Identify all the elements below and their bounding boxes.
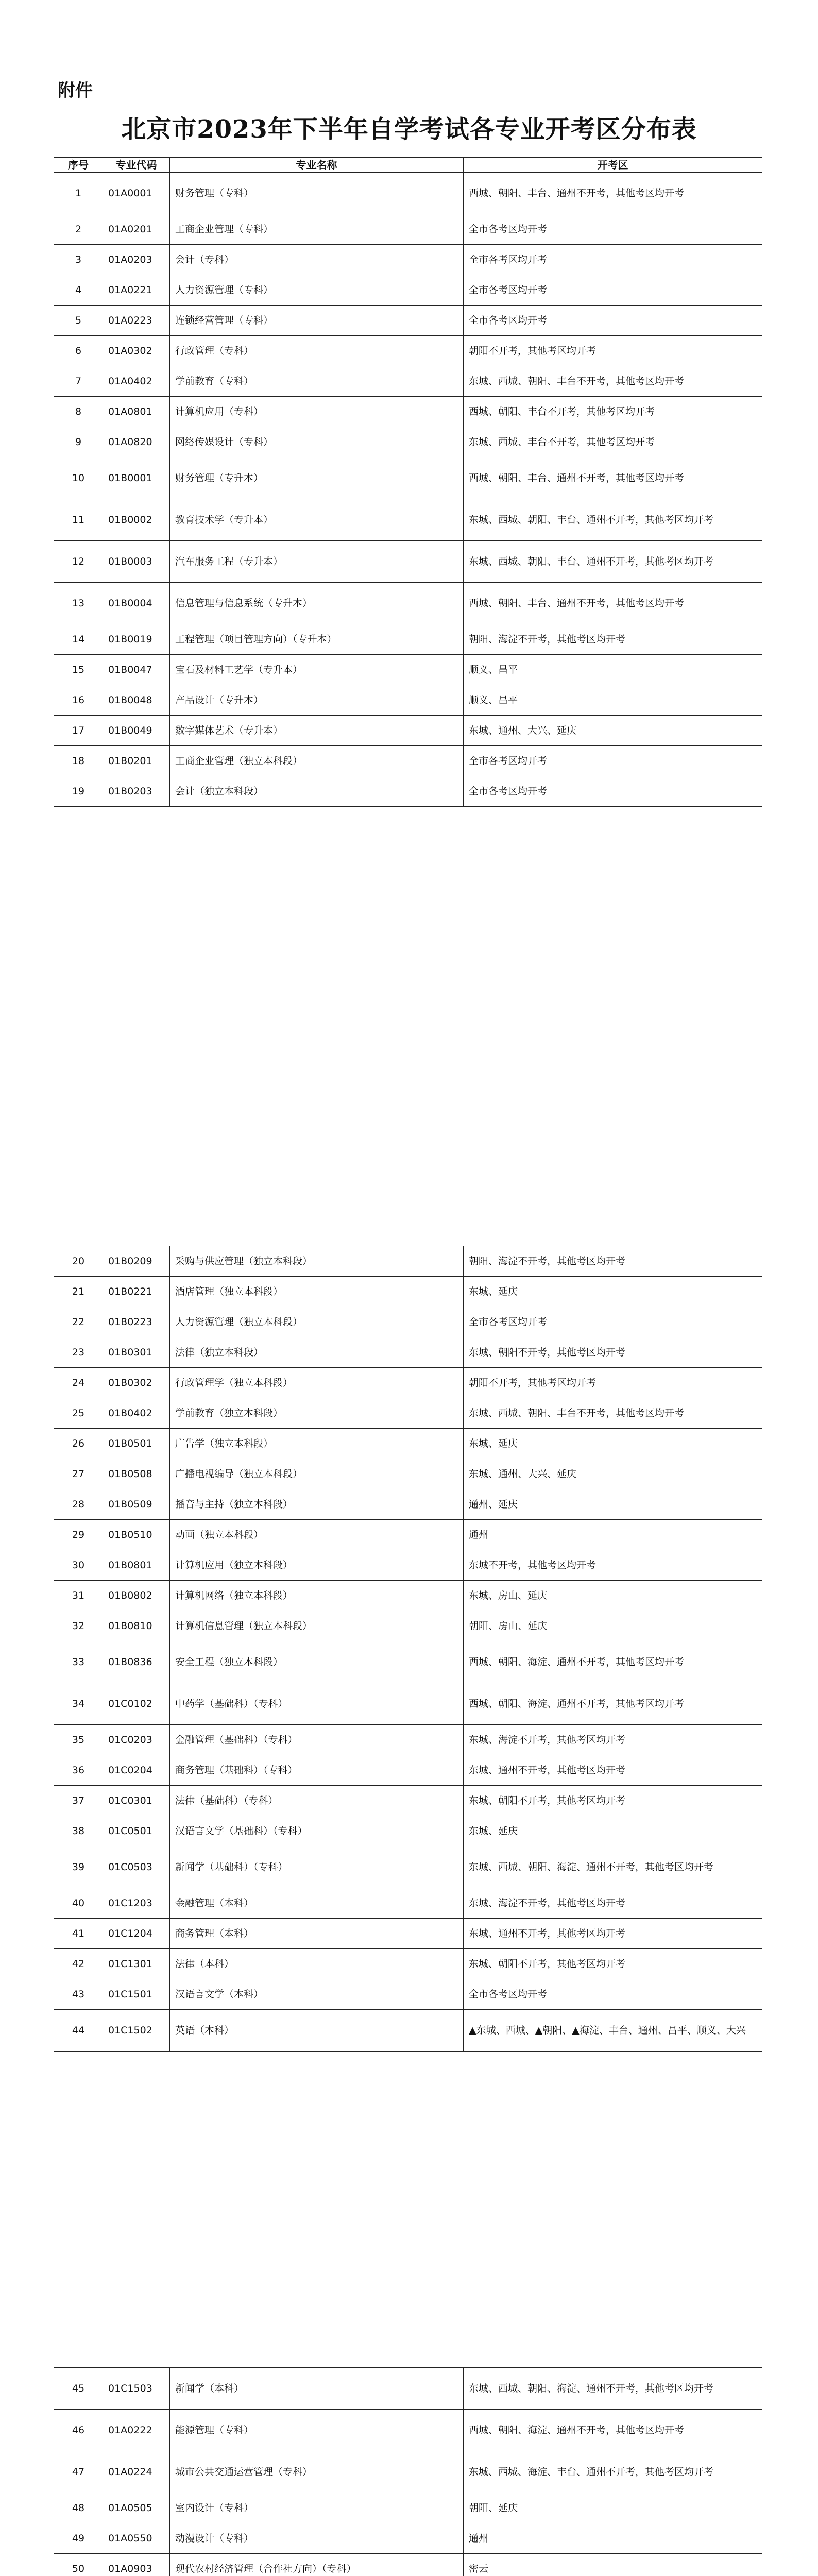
row-major-code: 01B0801 [103,1550,170,1581]
row-major-code: 01A0820 [103,427,170,457]
row-exam-area: 东城、西城、海淀、丰台、通州不开考，其他考区均开考 [464,2451,762,2493]
table-row [54,1277,762,1307]
row-major-code: 01B0019 [103,624,170,655]
row-major-name: 法律（基础科）（专科） [170,1786,464,1816]
table-row [54,366,762,397]
table-row [54,541,762,583]
row-exam-area: 东城、西城、丰台不开考，其他考区均开考 [464,427,762,457]
row-exam-area: 东城、通州、大兴、延庆 [464,1459,762,1489]
row-major-code: 01B0836 [103,1641,170,1683]
row-exam-area: 顺义、昌平 [464,685,762,716]
row-serial-number: 15 [54,655,103,685]
row-major-code: 01C0503 [103,1846,170,1888]
row-serial-number: 16 [54,685,103,716]
table-row [54,1337,762,1368]
row-major-name: 会计（专科） [170,245,464,275]
table-row [54,1368,762,1398]
row-serial-number: 48 [54,2493,103,2523]
table-row [54,1246,762,1277]
row-major-code: 01C1204 [103,1919,170,1949]
table-row [54,427,762,457]
row-serial-number: 19 [54,776,103,807]
row-serial-number: 24 [54,1368,103,1398]
table-row [54,397,762,427]
row-major-code: 01B0510 [103,1520,170,1550]
row-major-code: 01C1203 [103,1888,170,1919]
row-exam-area: 东城、通州不开考，其他考区均开考 [464,1919,762,1949]
row-exam-area: 通州、延庆 [464,1489,762,1520]
row-exam-area: 东城、西城、朝阳、丰台、通州不开考，其他考区均开考 [464,499,762,541]
table-row [54,1398,762,1429]
row-major-code: 01B0201 [103,746,170,776]
row-serial-number: 12 [54,541,103,583]
row-serial-number: 23 [54,1337,103,1368]
row-exam-area: 东城、延庆 [464,1429,762,1459]
row-exam-area: 全市各考区均开考 [464,214,762,245]
row-major-code: 01B0049 [103,716,170,746]
row-exam-area: 东城、延庆 [464,1277,762,1307]
row-serial-number: 3 [54,245,103,275]
row-major-name: 工商企业管理（独立本科段） [170,746,464,776]
row-exam-area: 通州 [464,1520,762,1550]
row-major-code: 01A0302 [103,336,170,366]
table-row [54,275,762,306]
row-exam-area: 顺义、昌平 [464,655,762,685]
row-exam-area: 西城、朝阳、丰台、通州不开考，其他考区均开考 [464,583,762,624]
row-major-code: 01C0501 [103,1816,170,1846]
exam-area-table-part-1 [54,157,762,807]
row-major-code: 01B0203 [103,776,170,807]
row-exam-area: 全市各考区均开考 [464,746,762,776]
row-exam-area: 东城、通州、大兴、延庆 [464,716,762,746]
row-serial-number: 9 [54,427,103,457]
row-major-code: 01C1503 [103,2368,170,2410]
table-row [54,1581,762,1611]
table-row [54,245,762,275]
row-exam-area: 东城、朝阳不开考，其他考区均开考 [464,1337,762,1368]
row-major-name: 教育技术学（专升本） [170,499,464,541]
row-major-name: 连锁经营管理（专科） [170,306,464,336]
table-row [54,499,762,541]
row-major-name: 播音与主持（独立本科段） [170,1489,464,1520]
row-exam-area: 东城、西城、朝阳、海淀、通州不开考，其他考区均开考 [464,2368,762,2410]
table-row [54,1459,762,1489]
row-exam-area: 东城、朝阳不开考，其他考区均开考 [464,1786,762,1816]
row-major-name: 城市公共交通运营管理（专科） [170,2451,464,2493]
table-row [54,2410,762,2451]
row-serial-number: 14 [54,624,103,655]
row-major-code: 01A0505 [103,2493,170,2523]
row-major-name: 商务管理（基础科）（专科） [170,1755,464,1786]
row-serial-number: 27 [54,1459,103,1489]
row-exam-area: 西城、朝阳、丰台不开考，其他考区均开考 [464,397,762,427]
row-serial-number: 35 [54,1725,103,1755]
row-serial-number: 33 [54,1641,103,1683]
exam-area-table-part-3 [54,2367,762,2576]
row-major-code: 01B0509 [103,1489,170,1520]
table-row [54,1307,762,1337]
table-row [54,1786,762,1816]
row-major-name: 动画（独立本科段） [170,1520,464,1550]
row-exam-area: 密云 [464,2554,762,2576]
table-row [54,173,762,214]
row-exam-area: 东城、海淀不开考，其他考区均开考 [464,1725,762,1755]
row-serial-number: 50 [54,2554,103,2576]
row-exam-area: 东城、西城、朝阳、丰台不开考，其他考区均开考 [464,1398,762,1429]
row-exam-area: 东城、西城、朝阳、丰台、通州不开考，其他考区均开考 [464,541,762,583]
row-serial-number: 38 [54,1816,103,1846]
table-row [54,1979,762,2010]
row-exam-area: 西城、朝阳、海淀、通州不开考，其他考区均开考 [464,1641,762,1683]
table-row [54,1846,762,1888]
row-major-code: 01B0810 [103,1611,170,1641]
row-major-name: 信息管理与信息系统（专升本） [170,583,464,624]
table-row [54,2523,762,2554]
table-row [54,624,762,655]
row-exam-area: 全市各考区均开考 [464,1307,762,1337]
row-serial-number: 8 [54,397,103,427]
row-exam-area: 全市各考区均开考 [464,776,762,807]
table-row [54,1919,762,1949]
row-serial-number: 28 [54,1489,103,1520]
table-row [54,583,762,624]
row-serial-number: 47 [54,2451,103,2493]
row-serial-number: 34 [54,1683,103,1725]
row-major-code: 01B0302 [103,1368,170,1398]
row-serial-number: 22 [54,1307,103,1337]
row-major-name: 宝石及材料工艺学（专升本） [170,655,464,685]
row-exam-area: 朝阳不开考，其他考区均开考 [464,1368,762,1398]
row-major-code: 01B0001 [103,457,170,499]
table-row [54,2451,762,2493]
table-row [54,1641,762,1683]
row-major-code: 01B0802 [103,1581,170,1611]
row-exam-area: 全市各考区均开考 [464,275,762,306]
row-serial-number: 29 [54,1520,103,1550]
row-major-name: 汉语言文学（基础科）（专科） [170,1816,464,1846]
row-serial-number: 40 [54,1888,103,1919]
row-major-name: 财务管理（专升本） [170,457,464,499]
row-serial-number: 41 [54,1919,103,1949]
row-serial-number: 10 [54,457,103,499]
row-major-name: 学前教育（专科） [170,366,464,397]
row-serial-number: 26 [54,1429,103,1459]
row-major-name: 商务管理（本科） [170,1919,464,1949]
row-serial-number: 11 [54,499,103,541]
table-row [54,306,762,336]
row-major-code: 01B0221 [103,1277,170,1307]
row-exam-area: 东城、海淀不开考，其他考区均开考 [464,1888,762,1919]
table-row [54,716,762,746]
table-row [54,746,762,776]
row-major-name: 酒店管理（独立本科段） [170,1277,464,1307]
row-major-code: 01B0223 [103,1307,170,1337]
row-exam-area: 西城、朝阳、海淀、通州不开考，其他考区均开考 [464,2410,762,2451]
row-major-name: 新闻学（基础科）（专科） [170,1846,464,1888]
row-exam-area: 全市各考区均开考 [464,245,762,275]
table-row [54,1683,762,1725]
row-serial-number: 17 [54,716,103,746]
row-major-name: 采购与供应管理（独立本科段） [170,1246,464,1277]
row-major-name: 学前教育（独立本科段） [170,1398,464,1429]
row-major-code: 01A0402 [103,366,170,397]
attachment-label: 附件 [58,80,93,101]
row-serial-number: 37 [54,1786,103,1816]
row-serial-number: 21 [54,1277,103,1307]
row-serial-number: 5 [54,306,103,336]
row-serial-number: 13 [54,583,103,624]
row-major-name: 安全工程（独立本科段） [170,1641,464,1683]
row-major-name: 计算机信息管理（独立本科段） [170,1611,464,1641]
row-major-code: 01A0223 [103,306,170,336]
row-serial-number: 45 [54,2368,103,2410]
table-row [54,1725,762,1755]
row-major-code: 01A0201 [103,214,170,245]
row-major-code: 01C0203 [103,1725,170,1755]
row-major-code: 01C0204 [103,1755,170,1786]
row-major-name: 广告学（独立本科段） [170,1429,464,1459]
row-major-code: 01A0222 [103,2410,170,2451]
row-serial-number: 32 [54,1611,103,1641]
row-major-name: 现代农村经济管理（合作社方向）（专科） [170,2554,464,2576]
table-row [54,685,762,716]
row-major-code: 01B0508 [103,1459,170,1489]
row-major-name: 新闻学（本科） [170,2368,464,2410]
row-exam-area: 西城、朝阳、丰台、通州不开考，其他考区均开考 [464,173,762,214]
row-major-name: 工程管理（项目管理方向）（专升本） [170,624,464,655]
row-exam-area: 全市各考区均开考 [464,306,762,336]
row-major-name: 计算机应用（专科） [170,397,464,427]
row-serial-number: 30 [54,1550,103,1581]
header-major-code: 专业代码 [103,158,170,173]
row-major-code: 01B0501 [103,1429,170,1459]
row-serial-number: 42 [54,1949,103,1979]
row-exam-area: 西城、朝阳、丰台、通州不开考，其他考区均开考 [464,457,762,499]
row-major-name: 会计（独立本科段） [170,776,464,807]
row-serial-number: 49 [54,2523,103,2554]
row-serial-number: 7 [54,366,103,397]
table-row [54,214,762,245]
row-exam-area: 西城、朝阳、海淀、通州不开考，其他考区均开考 [464,1683,762,1725]
table-row [54,1755,762,1786]
row-major-code: 01A0001 [103,173,170,214]
exam-area-table-part-2 [54,1246,762,2052]
table-row [54,1520,762,1550]
row-exam-area: 东城、西城、朝阳、丰台不开考，其他考区均开考 [464,366,762,397]
table-row [54,776,762,807]
table-row [54,2010,762,2052]
header-serial-number: 序号 [54,158,103,173]
row-major-code: 01C1501 [103,1979,170,2010]
table-row [54,1429,762,1459]
row-serial-number: 31 [54,1581,103,1611]
row-major-name: 行政管理（专科） [170,336,464,366]
row-exam-area: 朝阳、延庆 [464,2493,762,2523]
row-serial-number: 44 [54,2010,103,2052]
row-exam-area: 朝阳、房山、延庆 [464,1611,762,1641]
row-exam-area: 东城不开考，其他考区均开考 [464,1550,762,1581]
row-major-code: 01B0048 [103,685,170,716]
row-major-name: 计算机网络（独立本科段） [170,1581,464,1611]
table-row [54,655,762,685]
row-major-name: 金融管理（本科） [170,1888,464,1919]
row-major-name: 广播电视编导（独立本科段） [170,1459,464,1489]
row-exam-area: 东城、延庆 [464,1816,762,1846]
table-row [54,1949,762,1979]
table-row [54,457,762,499]
row-serial-number: 2 [54,214,103,245]
table-row [54,1489,762,1520]
row-major-code: 01B0301 [103,1337,170,1368]
row-serial-number: 39 [54,1846,103,1888]
row-major-name: 汽车服务工程（专升本） [170,541,464,583]
row-major-code: 01B0003 [103,541,170,583]
row-major-code: 01A0203 [103,245,170,275]
row-serial-number: 4 [54,275,103,306]
row-major-name: 财务管理（专科） [170,173,464,214]
row-serial-number: 18 [54,746,103,776]
table-row [54,336,762,366]
header-exam-area: 开考区 [464,158,762,173]
row-major-name: 中药学（基础科）（专科） [170,1683,464,1725]
table-row [54,1550,762,1581]
document-title: 北京市2023年下半年自学考试各专业开考区分布表 [121,115,697,144]
row-serial-number: 6 [54,336,103,366]
row-major-code: 01A0903 [103,2554,170,2576]
row-major-name: 英语（本科） [170,2010,464,2052]
table-row [54,1816,762,1846]
row-major-name: 人力资源管理（独立本科段） [170,1307,464,1337]
row-major-code: 01C0102 [103,1683,170,1725]
row-exam-area: 全市各考区均开考 [464,1979,762,2010]
row-serial-number: 25 [54,1398,103,1429]
row-exam-area: 通州 [464,2523,762,2554]
row-major-code: 01B0002 [103,499,170,541]
row-major-name: 行政管理学（独立本科段） [170,1368,464,1398]
row-major-code: 01C1301 [103,1949,170,1979]
row-major-name: 动漫设计（专科） [170,2523,464,2554]
row-serial-number: 43 [54,1979,103,2010]
table-row [54,1611,762,1641]
row-major-name: 汉语言文学（本科） [170,1979,464,2010]
row-serial-number: 36 [54,1755,103,1786]
row-major-code: 01B0402 [103,1398,170,1429]
row-exam-area: 朝阳、海淀不开考，其他考区均开考 [464,1246,762,1277]
row-major-name: 工商企业管理（专科） [170,214,464,245]
row-major-code: 01A0221 [103,275,170,306]
table-row [54,2368,762,2410]
row-major-name: 计算机应用（独立本科段） [170,1550,464,1581]
row-exam-area: 朝阳不开考，其他考区均开考 [464,336,762,366]
row-major-code: 01A0224 [103,2451,170,2493]
row-exam-area: ▲东城、西城、▲朝阳、▲海淀、丰台、通州、昌平、顺义、大兴 [464,2010,762,2052]
row-major-name: 人力资源管理（专科） [170,275,464,306]
row-major-name: 网络传媒设计（专科） [170,427,464,457]
row-serial-number: 1 [54,173,103,214]
row-major-name: 能源管理（专科） [170,2410,464,2451]
row-major-name: 法律（独立本科段） [170,1337,464,1368]
table-row [54,2493,762,2523]
row-exam-area: 东城、房山、延庆 [464,1581,762,1611]
row-major-name: 产品设计（专升本） [170,685,464,716]
row-exam-area: 东城、西城、朝阳、海淀、通州不开考，其他考区均开考 [464,1846,762,1888]
row-major-code: 01B0209 [103,1246,170,1277]
row-exam-area: 东城、通州不开考，其他考区均开考 [464,1755,762,1786]
row-major-code: 01C1502 [103,2010,170,2052]
row-serial-number: 20 [54,1246,103,1277]
header-major-name: 专业名称 [170,158,464,173]
row-major-code: 01A0801 [103,397,170,427]
row-exam-area: 朝阳、海淀不开考，其他考区均开考 [464,624,762,655]
row-exam-area: 东城、朝阳不开考，其他考区均开考 [464,1949,762,1979]
row-major-code: 01B0004 [103,583,170,624]
table-row [54,1888,762,1919]
row-major-code: 01A0550 [103,2523,170,2554]
row-major-code: 01C0301 [103,1786,170,1816]
row-major-code: 01B0047 [103,655,170,685]
row-major-name: 室内设计（专科） [170,2493,464,2523]
table-row [54,2554,762,2576]
row-major-name: 数字媒体艺术（专升本） [170,716,464,746]
row-serial-number: 46 [54,2410,103,2451]
row-major-name: 金融管理（基础科）（专科） [170,1725,464,1755]
table-header-row [54,158,762,173]
row-major-name: 法律（本科） [170,1949,464,1979]
